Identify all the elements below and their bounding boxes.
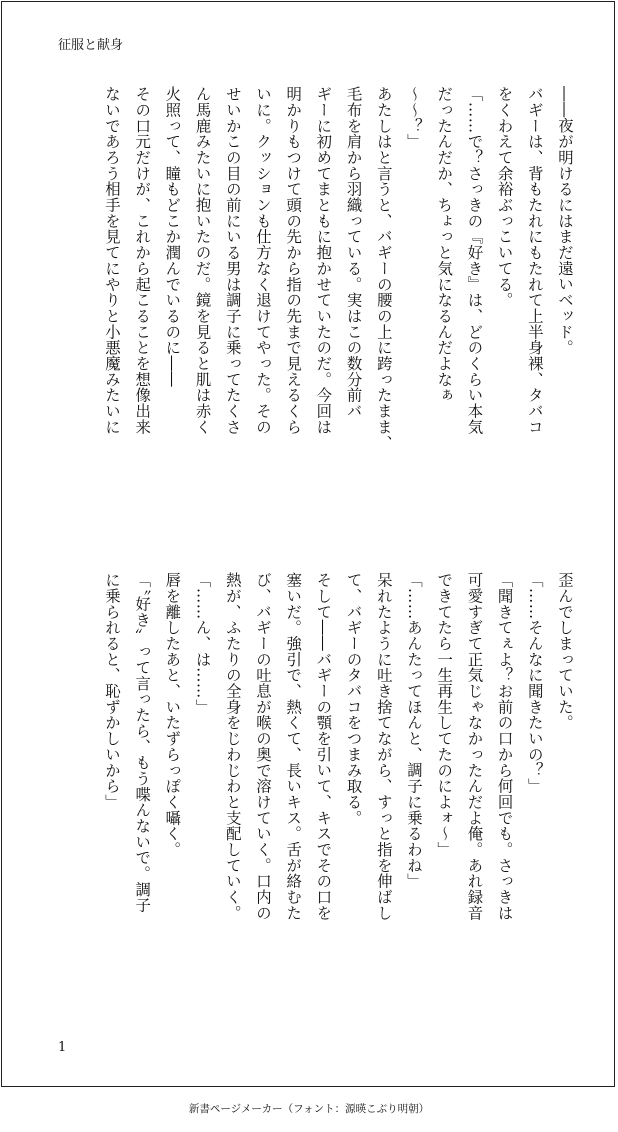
text-line: 「……で？さっきの『好き』は、どのくらい本気 [465,86,484,435]
text-line: 「……あんたってほんと、調子に乗るわね」 [404,572,423,889]
text-line: 「聞きてぇよ？お前の口から何回でも。さっきは [495,572,514,921]
text-line: 塞いだ。強引で、熱くて、長いキス。舌が絡むた [284,572,303,921]
text-line: 毛布を肩から羽織っている。実はこの数分前バ [344,86,363,419]
text-line: 〜〜？」 [404,86,423,150]
book-title: 征服と献身 [58,38,124,53]
text-line: 「……ん、は……」 [193,572,212,715]
text-line: ――夜が明けるにはまだ遠いベッド。 [556,86,574,356]
text-line: び、バギーの吐息が喉の奥で溶けていく。口内の [253,572,272,921]
page-number: 1 [58,1040,67,1055]
text-line: 唇を離したあと、いたずらっぽく囁く。 [163,572,182,858]
text-line: せいかこの目の前にいる男は調子に乗ってたくさ [223,86,242,435]
text-line: 呆れたように吐き捨てながら、すっと指を伸ばし [374,572,393,921]
text-line: 明かりもつけて頭の先から指の先まで見えるくら [284,86,303,435]
text-line: 「〝好き〟って言ったら、もう喋んないで。調子 [133,572,152,913]
text-line: 可愛すぎて正気じゃなかったんだよ俺。あれ録音 [465,572,484,921]
text-line: ギーに初めてまともに抱かせていたのだ。今回は [314,86,333,435]
text-line: バギーは、背もたれにもたれて上半身裸、タバコ [525,86,544,435]
text-line: できてたら一生再生してたのによォ〜」 [435,572,454,858]
text-line: あたしはと言うと、バギーの腰の上に跨ったまま、 [374,86,393,451]
text-line: ないであろう相手を見てにやりと小悪魔みたいに [102,86,121,435]
text-line: 「……そんなに聞きたいの？」 [525,572,544,794]
text-line: をくわえて余裕ぶっこいてる。 [495,86,514,308]
bottom-text-block [54,572,580,1024]
footer-credit: 新書ページメーカー（フォント：源暎こぶり明朝） [188,1103,430,1115]
text-line: だったんだか、ちょっと気になるんだよなぁ [435,86,454,403]
text-line: 火照って、瞳もどこか潤んでいるのに―― [163,86,182,388]
text-line: 熱が、ふたりの全身をじわじわと支配していく。 [223,572,242,921]
text-line: ん馬鹿みたいに抱いたのだ。鏡を見ると肌は赤く [193,86,212,435]
text-line: そして――バギーの顎を引いて、キスでその口を [314,572,333,921]
page-frame [1,1,615,1087]
text-line: に乗られると、恥ずかしいから」 [102,572,121,810]
top-text-block [54,86,580,528]
text-line: その口元だけが、これから起こることを想像出来 [133,86,152,435]
text-line: 歪んでしまっていた。 [556,572,574,731]
text-line: て、バギーのタバコをつまみ取る。 [344,572,363,826]
text-line: いに。クッションも仕方なく退けてやった。その [253,86,272,435]
